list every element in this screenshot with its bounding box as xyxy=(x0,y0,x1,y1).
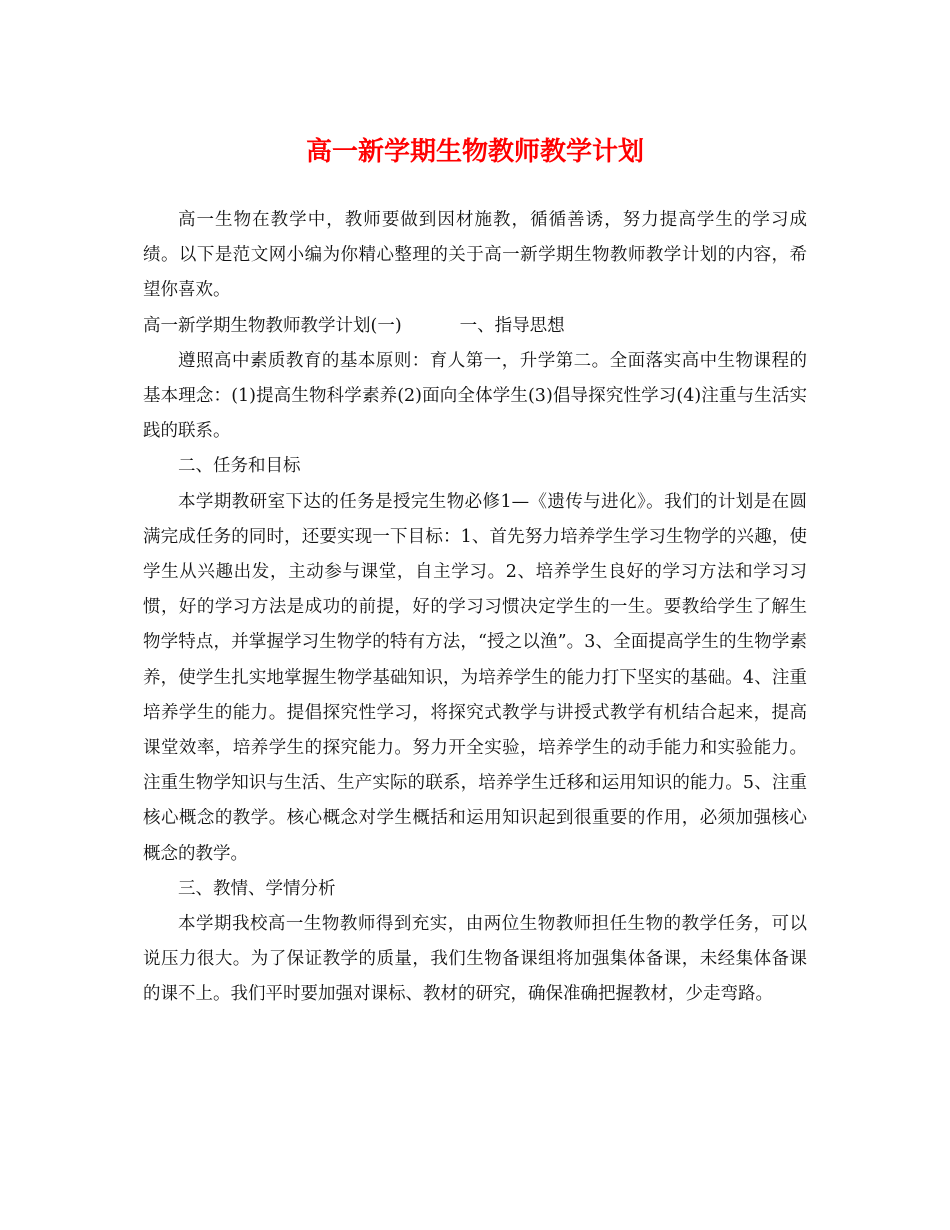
document-body xyxy=(143,203,807,1013)
section2-paragraph: 本学期教研室下达的任务是授完生物必修1—《遗传与进化》。我们的计划是在圆满完成任务的同时，还要实现一下目标：1、首先努力培养学生学习生物学的兴趣，使学生从兴趣出发，主动参与课堂，自主学习。2、培养学生良好的学习方法和学习习惯，好的学习方法是成功的前提，好的学习习惯决定学生的一生。要教给学生了解生物学特点，并掌握学习生物学的特有方法，“授之以渔”。3、全面提高学生的生物学素养，使学生扎实地掌握生物学基础知识，为培养学生的能力打下坚实的基础。4、注重培养学生的能力。提倡探究性学习，将探究式教学与讲授式教学有机结合起来，提高课堂效率，培养学生的探究能力。努力开全实验，培养学生的动手能力和实验能力。注重生物学知识与生活、生产实际的联系，培养学生迁移和运用知识的能力。5、注重核心概念的教学。核心概念对学生概括和运用知识起到很重要的作用，必须加强核心概念的教学。 xyxy=(143,491,807,864)
section1-paragraph: 遵照高中素质教育的基本原则：育人第一，升学第二。全面落实高中生物课程的基本理念：(1)提高生物科学素养(2)面向全体学生(3)倡导探究性学习(4)注重与生活实践的联系。 xyxy=(143,350,807,442)
section3-paragraph: 本学期我校高一生物教师得到充实，由两位生物教师担任生物的教学任务，可以说压力很大。为了保证教学的质量，我们生物备课组将加强集体备课，未经集体备课的课不上。我们平时要加强对课标、教材的研究，确保准确把握教材，少走弯路。 xyxy=(143,914,807,1005)
intro-paragraph: 高一生物在教学中，教师要做到因材施教，循循善诱，努力提高学生的学习成绩。以下是范文网小编为你精心整理的关于高一新学期生物教师教学计划的内容，希望你喜欢。 xyxy=(143,210,807,301)
section1-heading: 一、指导思想 xyxy=(459,315,565,336)
document-title: 高一新学期生物教师教学计划 xyxy=(305,137,644,167)
section3-heading: 三、教情、学情分析 xyxy=(178,878,336,899)
plan-heading: 高一新学期生物教师教学计划(一) xyxy=(143,315,402,336)
section2-heading: 二、任务和目标 xyxy=(178,456,301,477)
plan-heading-line xyxy=(143,309,807,344)
